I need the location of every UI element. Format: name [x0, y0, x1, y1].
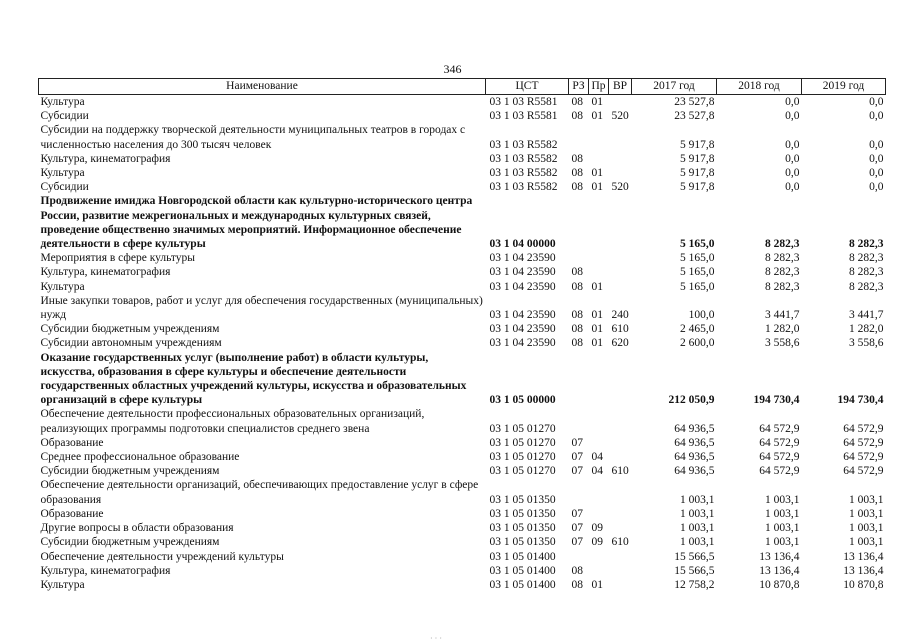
- cell-cst: 03 1 03 R5582: [489, 138, 558, 151]
- cell-y2018: 13 136,4: [759, 550, 800, 563]
- cell-rz: 07: [571, 465, 583, 478]
- cell-name: Культура: [40, 280, 85, 293]
- cell-y2019: 0,0: [869, 138, 884, 151]
- cell-pr: [589, 564, 609, 578]
- cell-cst: 03 1 04 23590: [489, 252, 556, 265]
- cell-pr: 01: [591, 181, 603, 194]
- cell-pr: [589, 265, 609, 279]
- table-row: [39, 550, 886, 564]
- budget-table: [38, 78, 886, 592]
- cell-rz: [569, 550, 589, 564]
- cell-name: Образование: [40, 436, 104, 449]
- cell-cst: 03 1 03 R5581: [489, 96, 558, 108]
- cell-y2017: 5 165,0: [680, 280, 715, 293]
- cell-name: Субсидии на поддержку творческой деятельности муниципальных театров в городах с численностью населения до 300 тысяч человек: [40, 124, 466, 151]
- cell-y2017: 64 936,5: [674, 422, 715, 435]
- cell-pr: 09: [591, 522, 603, 535]
- cell-pr: 04: [591, 465, 603, 478]
- cell-y2017: 5 165,0: [680, 252, 715, 265]
- header-row: [39, 79, 886, 95]
- cell-pr: [589, 194, 609, 251]
- cell-vr: [609, 436, 632, 450]
- cell-pr: [589, 152, 609, 166]
- cell-pr: [589, 123, 609, 151]
- cell-y2017: 15 566,5: [674, 550, 715, 563]
- cell-cst: 03 1 03 R5582: [489, 181, 558, 194]
- cell-rz: 08: [571, 181, 583, 194]
- table-row: [39, 436, 886, 450]
- cell-cst: 03 1 05 01400: [489, 578, 556, 591]
- cell-y2018: 0,0: [785, 167, 800, 180]
- cell-y2019: 64 572,9: [843, 465, 884, 478]
- cell-y2018: 1 003,1: [765, 536, 800, 549]
- table-row: [39, 507, 886, 521]
- cell-vr: [609, 351, 632, 408]
- cell-y2019: 194 730,4: [837, 394, 884, 407]
- cell-rz: 07: [571, 436, 583, 449]
- cell-name: Культура: [40, 578, 85, 591]
- table-row: [39, 564, 886, 578]
- table-row: [39, 351, 886, 408]
- cell-rz: [569, 478, 589, 506]
- cell-vr: 520: [611, 110, 629, 123]
- cell-y2017: 1 003,1: [680, 493, 715, 506]
- cell-y2017: 5 917,8: [680, 138, 715, 151]
- page-number: 346: [443, 62, 462, 76]
- cell-y2017: 100,0: [688, 309, 715, 322]
- cell-name: Другие вопросы в области образования: [40, 522, 234, 535]
- cell-vr: [609, 152, 632, 166]
- cell-vr: [609, 450, 632, 464]
- table-row: [39, 109, 886, 123]
- table-row: [39, 95, 886, 110]
- table-row: [39, 265, 886, 279]
- cell-cst: 03 1 05 01270: [489, 422, 556, 435]
- cell-name: Субсидии: [40, 181, 89, 194]
- cell-cst: 03 1 03 R5582: [489, 167, 558, 180]
- cell-vr: [609, 478, 632, 506]
- cell-pr: [589, 351, 609, 408]
- cell-y2017: 2 465,0: [680, 323, 715, 336]
- cell-vr: 610: [611, 465, 629, 478]
- cell-pr: [589, 478, 609, 506]
- cell-cst: 03 1 04 23590: [489, 266, 556, 279]
- cell-rz: 08: [571, 266, 583, 279]
- table-row: [39, 280, 886, 294]
- table-row: [39, 450, 886, 464]
- cell-vr: 240: [611, 309, 629, 322]
- cell-y2019: 1 003,1: [849, 536, 884, 549]
- cell-rz: 08: [571, 309, 583, 322]
- cell-name: Иные закупки товаров, работ и услуг для обеспечения государственных (муниципальных) нужд: [40, 294, 483, 322]
- cell-vr: [609, 166, 632, 180]
- cell-pr: 01: [591, 337, 603, 350]
- cell-name: Продвижение имиджа Новгородской области как культурно-исторического центра России, развитие межрегиональных и международных культурных связей, проведение общественно значимых мероприятий. Информационное обеспечение деятельности в сфере культуры: [40, 195, 473, 251]
- cell-y2017: 1 003,1: [680, 507, 715, 520]
- cell-vr: [609, 251, 632, 265]
- cell-rz: 08: [571, 96, 583, 108]
- cell-rz: 08: [571, 337, 583, 350]
- cell-y2017: 2 600,0: [680, 337, 715, 350]
- cell-vr: [609, 265, 632, 279]
- cell-vr: [609, 521, 632, 535]
- cell-rz: 08: [571, 167, 583, 180]
- table-body: [39, 95, 886, 593]
- table-row: [39, 322, 886, 336]
- cell-vr: 610: [611, 536, 629, 549]
- cell-y2018: 1 003,1: [765, 507, 800, 520]
- cell-cst: 03 1 04 23590: [489, 280, 556, 293]
- cell-name: Оказание государственных услуг (выполнение работ) в области культуры, искусства, образования в сфере культуры и обеспечение деятельности государственных областных учреждений культуры, искусства и образовательных организаций в сфере культуры: [40, 351, 467, 407]
- table-row: [39, 478, 886, 506]
- cell-vr: [609, 280, 632, 294]
- cell-vr: [609, 123, 632, 151]
- cell-name: Образование: [40, 507, 104, 520]
- cell-rz: 08: [571, 280, 583, 293]
- cell-y2017: 15 566,5: [674, 564, 715, 577]
- cell-cst: 03 1 04 23590: [489, 323, 556, 336]
- cell-y2017: 1 003,1: [680, 522, 715, 535]
- cell-y2018: 8 282,3: [765, 280, 800, 293]
- cell-y2018: 3 441,7: [765, 309, 800, 322]
- cell-pr: 01: [591, 110, 603, 123]
- cell-y2017: 1 003,1: [680, 536, 715, 549]
- cell-y2017: 5 165,0: [680, 238, 715, 251]
- cell-y2019: 1 003,1: [849, 493, 884, 506]
- cell-y2018: 1 003,1: [765, 522, 800, 535]
- cell-name: Обеспечение деятельности учреждений культуры: [40, 550, 284, 563]
- cell-y2017: 64 936,5: [674, 451, 715, 464]
- cell-pr: 01: [591, 280, 603, 293]
- cell-y2019: 8 282,3: [849, 266, 884, 279]
- cell-y2019: 8 282,3: [849, 252, 884, 265]
- cell-name: Субсидии бюджетным учреждениям: [40, 536, 220, 549]
- cell-y2019: 0,0: [869, 110, 884, 123]
- table-row: [39, 336, 886, 350]
- cell-y2018: 64 572,9: [759, 465, 800, 478]
- cell-cst: 03 1 05 00000: [489, 394, 556, 407]
- cell-y2019: 13 136,4: [843, 564, 884, 577]
- table-row: [39, 123, 886, 151]
- cell-y2018: 0,0: [785, 152, 800, 165]
- header-2017: 2017 год: [632, 79, 717, 95]
- cell-pr: [589, 550, 609, 564]
- cell-rz: 07: [571, 507, 583, 520]
- cell-pr: [589, 251, 609, 265]
- cell-y2017: 64 936,5: [674, 436, 715, 449]
- cell-y2019: 0,0: [869, 181, 884, 194]
- cell-rz: 07: [571, 451, 583, 464]
- cell-name: Среднее профессиональное образование: [40, 451, 240, 464]
- cell-vr: [609, 578, 632, 592]
- cell-y2018: 13 136,4: [759, 564, 800, 577]
- cell-vr: 520: [611, 181, 629, 194]
- cell-y2018: 64 572,9: [759, 451, 800, 464]
- cell-y2019: 8 282,3: [849, 280, 884, 293]
- cell-cst: 03 1 05 01270: [489, 436, 556, 449]
- cell-rz: [569, 407, 589, 435]
- cell-y2019: 0,0: [869, 167, 884, 180]
- cell-pr: [589, 507, 609, 521]
- cell-name: Обеспечение деятельности профессиональных образовательных организаций, реализующих программы подготовки специалистов среднего звена: [40, 408, 425, 435]
- cell-cst: 03 1 04 23590: [489, 337, 556, 350]
- table-row: [39, 521, 886, 535]
- table-row: [39, 535, 886, 549]
- cell-cst: 03 1 03 R5581: [489, 110, 558, 123]
- header-pr: Пр: [589, 79, 609, 95]
- cell-name: Субсидии: [40, 110, 89, 123]
- cell-rz: 08: [571, 564, 583, 577]
- cell-y2018: 8 282,3: [765, 238, 800, 251]
- cell-vr: [609, 564, 632, 578]
- table-row: [39, 464, 886, 478]
- cell-y2019: 64 572,9: [843, 422, 884, 435]
- cell-cst: 03 1 03 R5582: [489, 152, 558, 165]
- cell-cst: 03 1 05 01400: [489, 550, 556, 563]
- cell-rz: 07: [571, 536, 583, 549]
- cell-y2019: 0,0: [869, 152, 884, 165]
- cell-pr: 01: [591, 309, 603, 322]
- cell-vr: [609, 194, 632, 251]
- cell-y2018: 3 558,6: [765, 337, 800, 350]
- cell-name: Субсидии бюджетным учреждениям: [40, 323, 220, 336]
- cell-name: Субсидии бюджетным учреждениям: [40, 465, 220, 478]
- cell-y2017: 23 527,8: [674, 96, 715, 108]
- header-cst: ЦСТ: [486, 79, 569, 95]
- table-row: [39, 152, 886, 166]
- cell-y2019: 64 572,9: [843, 436, 884, 449]
- cell-vr: [609, 507, 632, 521]
- cell-y2019: 13 136,4: [843, 550, 884, 563]
- cell-y2018: 1 003,1: [765, 493, 800, 506]
- cell-y2019: 10 870,8: [843, 578, 884, 591]
- cell-y2019: 3 441,7: [849, 309, 884, 322]
- cell-rz: [569, 351, 589, 408]
- table-row: [39, 194, 886, 251]
- cell-pr: 01: [591, 167, 603, 180]
- cell-y2019: 1 282,0: [849, 323, 884, 336]
- cell-vr: [609, 95, 632, 110]
- cell-y2019: 64 572,9: [843, 451, 884, 464]
- cell-y2018: 194 730,4: [753, 394, 800, 407]
- cell-y2017: 212 050,9: [668, 394, 715, 407]
- cell-vr: [609, 407, 632, 435]
- cell-y2017: 5 917,8: [680, 167, 715, 180]
- cell-rz: 08: [571, 578, 583, 591]
- cell-name: Культура, кинематография: [40, 266, 171, 279]
- cell-y2019: 3 558,6: [849, 337, 884, 350]
- cell-y2018: 0,0: [785, 138, 800, 151]
- cell-cst: 03 1 05 01270: [489, 451, 556, 464]
- cell-y2018: 0,0: [785, 181, 800, 194]
- cell-cst: 03 1 05 01350: [489, 536, 556, 549]
- cell-y2018: 1 282,0: [765, 323, 800, 336]
- cell-name: Обеспечение деятельности организаций, обеспечивающих предоставление услуг в сфере образования: [40, 479, 479, 506]
- cell-rz: 08: [571, 110, 583, 123]
- header-name: Наименование: [39, 79, 486, 95]
- cell-name: Культура: [40, 96, 85, 108]
- cell-cst: 03 1 05 01350: [489, 493, 556, 506]
- cell-pr: [589, 436, 609, 450]
- cell-y2017: 23 527,8: [674, 110, 715, 123]
- cell-rz: [569, 123, 589, 151]
- table-row: [39, 407, 886, 435]
- header-vr: ВР: [609, 79, 632, 95]
- cell-rz: 07: [571, 522, 583, 535]
- cell-cst: 03 1 05 01350: [489, 507, 556, 520]
- table-row: [39, 251, 886, 265]
- cell-pr: 01: [591, 96, 603, 108]
- cell-y2018: 8 282,3: [765, 266, 800, 279]
- cell-y2019: 8 282,3: [849, 238, 884, 251]
- cell-y2019: 1 003,1: [849, 522, 884, 535]
- cell-name: Культура, кинематография: [40, 564, 171, 577]
- header-rz: РЗ: [569, 79, 589, 95]
- cell-vr: 610: [611, 323, 629, 336]
- cell-cst: 03 1 05 01400: [489, 564, 556, 577]
- cell-pr: 09: [591, 536, 603, 549]
- cell-pr: 01: [591, 578, 603, 591]
- cell-y2018: 0,0: [785, 96, 800, 108]
- cell-cst: 03 1 05 01270: [489, 465, 556, 478]
- cell-cst: 03 1 04 00000: [489, 238, 556, 251]
- cell-y2017: 5 917,8: [680, 181, 715, 194]
- cell-y2017: 64 936,5: [674, 465, 715, 478]
- cell-cst: 03 1 05 01350: [489, 522, 556, 535]
- cell-rz: [569, 251, 589, 265]
- cell-rz: 08: [571, 152, 583, 165]
- table-row: [39, 578, 886, 592]
- cell-y2018: 0,0: [785, 110, 800, 123]
- scan-mark: · · ·: [430, 634, 442, 643]
- cell-y2018: 8 282,3: [765, 252, 800, 265]
- cell-pr: [589, 407, 609, 435]
- cell-name: Субсидии автономным учреждениям: [40, 337, 222, 350]
- table-header: [39, 79, 886, 95]
- cell-rz: 08: [571, 323, 583, 336]
- table-row: [39, 294, 886, 322]
- cell-y2018: 64 572,9: [759, 422, 800, 435]
- cell-y2019: 1 003,1: [849, 507, 884, 520]
- cell-name: Культура: [40, 167, 85, 180]
- cell-y2017: 12 758,2: [674, 578, 715, 591]
- cell-pr: 01: [591, 323, 603, 336]
- header-2018: 2018 год: [717, 79, 802, 95]
- cell-cst: 03 1 04 23590: [489, 309, 556, 322]
- header-2019: 2019 год: [802, 79, 886, 95]
- cell-y2019: 0,0: [869, 96, 884, 108]
- cell-y2017: 5 165,0: [680, 266, 715, 279]
- cell-vr: [609, 550, 632, 564]
- cell-y2018: 10 870,8: [759, 578, 800, 591]
- cell-name: Мероприятия в сфере культуры: [40, 252, 196, 265]
- cell-y2018: 64 572,9: [759, 436, 800, 449]
- table-row: [39, 180, 886, 194]
- table-row: [39, 166, 886, 180]
- cell-rz: [569, 194, 589, 251]
- cell-pr: 04: [591, 451, 603, 464]
- cell-name: Культура, кинематография: [40, 152, 171, 165]
- cell-vr: 620: [611, 337, 629, 350]
- cell-y2017: 5 917,8: [680, 152, 715, 165]
